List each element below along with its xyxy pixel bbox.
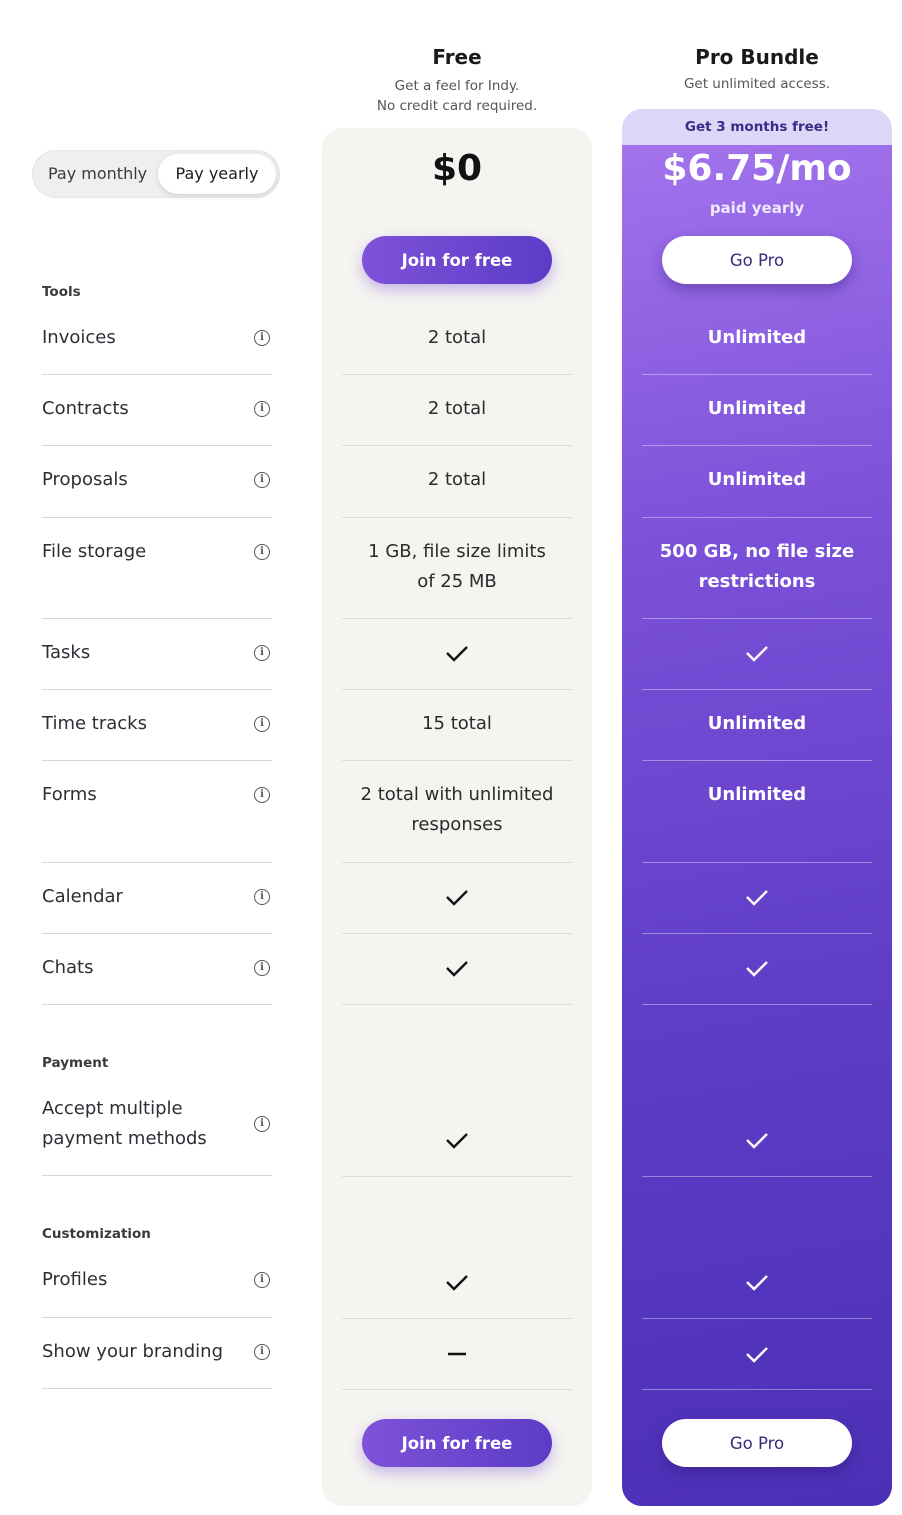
row-divider	[342, 1176, 572, 1177]
pro-value: Unlimited	[707, 398, 807, 419]
feature-label: Proposals	[42, 469, 128, 490]
go-pro-button-top[interactable]: Go Pro	[662, 236, 852, 284]
check-icon	[642, 882, 872, 912]
row-divider	[642, 1004, 872, 1005]
check-icon	[642, 953, 872, 983]
feature-label: Show your branding	[42, 1341, 224, 1362]
row-divider	[642, 517, 872, 518]
info-icon[interactable]: i	[254, 544, 270, 560]
info-icon[interactable]: i	[254, 1116, 270, 1132]
row-divider	[42, 1317, 272, 1318]
pro-plan-name: Pro Bundle	[695, 45, 819, 69]
row-divider	[642, 618, 872, 619]
free-price: $0	[431, 148, 483, 189]
dash-icon	[342, 1339, 572, 1369]
feature-label: Forms	[42, 784, 97, 805]
pro-promo-label: Get 3 months free!	[684, 119, 830, 135]
info-icon[interactable]: i	[254, 889, 270, 905]
section-tools: Tools	[42, 284, 81, 300]
check-icon	[342, 1267, 572, 1297]
info-icon[interactable]: i	[254, 787, 270, 803]
section-customization: Customization	[42, 1226, 151, 1242]
check-icon	[642, 1339, 872, 1369]
row-divider	[342, 933, 572, 934]
feature-label: Time tracks	[42, 713, 147, 734]
info-icon[interactable]: i	[254, 1344, 270, 1360]
row-divider	[42, 1175, 272, 1176]
row-divider	[42, 862, 272, 863]
info-icon[interactable]: i	[254, 716, 270, 732]
row-divider	[642, 1176, 872, 1177]
row-divider	[342, 689, 572, 690]
row-divider	[342, 1318, 572, 1319]
row-divider	[42, 517, 272, 518]
feature-label: Tasks	[42, 642, 91, 663]
info-icon[interactable]: i	[254, 1272, 270, 1288]
row-divider	[642, 862, 872, 863]
check-icon	[342, 882, 572, 912]
free-value-line-1: 2 total with unlimited	[360, 784, 554, 805]
join-free-button-bottom[interactable]: Join for free	[362, 1419, 552, 1467]
row-divider	[42, 1388, 272, 1389]
row-divider	[42, 933, 272, 934]
row-divider	[342, 445, 572, 446]
row-divider	[642, 689, 872, 690]
pay-yearly-option[interactable]: Pay yearly	[158, 154, 276, 194]
check-icon	[342, 953, 572, 983]
row-divider	[42, 760, 272, 761]
check-icon	[642, 1125, 872, 1155]
feature-label: Profiles	[42, 1269, 108, 1290]
feature-label-line-2: payment methods	[42, 1128, 207, 1149]
pro-value: Unlimited	[707, 713, 807, 734]
row-divider	[42, 618, 272, 619]
row-divider	[642, 445, 872, 446]
pro-plan-subtitle: Get unlimited access.	[683, 76, 831, 92]
free-value-line-2: responses	[411, 814, 503, 835]
check-icon	[342, 638, 572, 668]
row-divider	[42, 1004, 272, 1005]
pro-value: Unlimited	[707, 469, 807, 490]
pro-price: $6.75/mo	[662, 148, 852, 189]
pro-value-line-1: 500 GB, no file size	[659, 541, 855, 562]
check-icon	[642, 1267, 872, 1297]
row-divider	[642, 1389, 872, 1390]
pro-value: Unlimited	[707, 327, 807, 348]
feature-label: File storage	[42, 541, 147, 562]
info-icon[interactable]: i	[254, 401, 270, 417]
free-plan-name: Free	[432, 45, 482, 69]
free-value: 15 total	[422, 713, 492, 734]
feature-label-line-1: Accept multiple	[42, 1098, 183, 1119]
billing-toggle	[32, 150, 280, 198]
pay-monthly-option[interactable]: Pay monthly	[48, 164, 148, 183]
row-divider	[342, 1389, 572, 1390]
pro-value: Unlimited	[707, 784, 807, 805]
check-icon	[342, 1125, 572, 1155]
row-divider	[642, 1318, 872, 1319]
row-divider	[42, 374, 272, 375]
free-value: 2 total	[427, 469, 487, 490]
info-icon[interactable]: i	[254, 472, 270, 488]
feature-label: Contracts	[42, 398, 129, 419]
row-divider	[42, 445, 272, 446]
row-divider	[342, 760, 572, 761]
row-divider	[642, 760, 872, 761]
feature-label: Chats	[42, 957, 94, 978]
free-plan-subtitle-2: No credit card required.	[376, 98, 538, 114]
row-divider	[642, 933, 872, 934]
feature-label: Invoices	[42, 327, 116, 348]
row-divider	[642, 374, 872, 375]
row-divider	[342, 517, 572, 518]
row-divider	[342, 1004, 572, 1005]
row-divider	[342, 374, 572, 375]
free-plan-subtitle-1: Get a feel for Indy.	[394, 78, 520, 94]
row-divider	[342, 862, 572, 863]
section-payment: Payment	[42, 1055, 109, 1071]
free-value: 2 total	[427, 398, 487, 419]
row-divider	[342, 618, 572, 619]
join-free-button-top[interactable]: Join for free	[362, 236, 552, 284]
pro-value-line-2: restrictions	[698, 571, 816, 592]
info-icon[interactable]: i	[254, 330, 270, 346]
go-pro-button-bottom[interactable]: Go Pro	[662, 1419, 852, 1467]
free-value-line-1: 1 GB, file size limits	[368, 541, 546, 562]
pro-price-note: paid yearly	[709, 199, 805, 217]
check-icon	[642, 638, 872, 668]
free-value: 2 total	[427, 327, 487, 348]
info-icon[interactable]: i	[254, 645, 270, 661]
info-icon[interactable]: i	[254, 960, 270, 976]
feature-label: Calendar	[42, 886, 123, 907]
row-divider	[42, 689, 272, 690]
free-value-line-2: of 25 MB	[417, 571, 497, 592]
